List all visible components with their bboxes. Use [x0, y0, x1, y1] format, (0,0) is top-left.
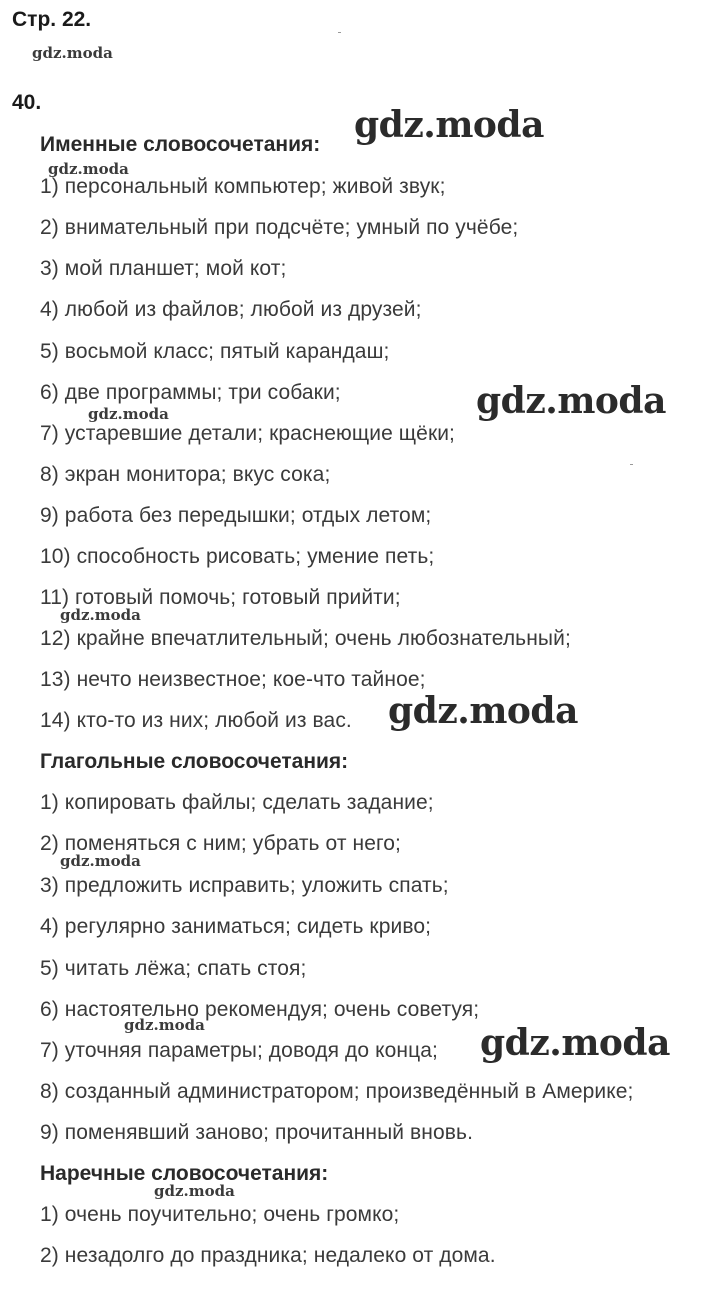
list-item: 7) уточняя параметры; доводя до конца; [40, 1039, 438, 1062]
watermark-small: gdz.moda [60, 606, 141, 624]
list-item: 6) две программы; три собаки; [40, 381, 341, 404]
list-item: 13) нечто неизвестное; кое-что тайное; [40, 668, 426, 691]
section-heading-verbal: Глагольные словосочетания: [40, 750, 349, 773]
list-item: 4) любой из файлов; любой из друзей; [40, 298, 422, 321]
list-item: 5) восьмой класс; пятый карандаш; [40, 340, 390, 363]
watermark-large: gdz.moda [480, 1022, 670, 1064]
list-item: 2) внимательный при подсчёте; умный по учёбе; [40, 216, 519, 239]
scan-speck [338, 32, 341, 33]
list-item: 9) поменявший заново; прочитанный вновь. [40, 1121, 474, 1144]
watermark-large: gdz.moda [354, 104, 544, 146]
list-item: 8) созданный администратором; произведённый в Америке; [40, 1080, 634, 1103]
list-item: 10) способность рисовать; умение петь; [40, 545, 435, 568]
watermark-large: gdz.moda [388, 690, 578, 732]
list-item: 8) экран монитора; вкус сока; [40, 463, 331, 486]
watermark-small: gdz.moda [32, 44, 113, 62]
watermark-large: gdz.moda [476, 380, 666, 422]
list-item: 6) настоятельно рекомендуя; очень советуя; [40, 998, 480, 1021]
page-label: Стр. 22. [12, 8, 92, 31]
section-heading-nominal: Именные словосочетания: [40, 133, 321, 156]
list-item: 3) мой планшет; мой кот; [40, 257, 287, 280]
list-item: 7) устаревшие детали; краснеющие щёки; [40, 422, 455, 445]
list-item: 11) готовый помочь; готовый прийти; [40, 586, 401, 609]
list-item: 2) незадолго до праздника; недалеко от дома. [40, 1244, 496, 1267]
watermark-small: gdz.moda [88, 405, 169, 423]
task-number: 40. [12, 91, 42, 114]
list-item: 9) работа без передышки; отдых летом; [40, 504, 432, 527]
list-item: 2) поменяться с ним; убрать от него; [40, 832, 401, 855]
scan-speck [630, 464, 633, 465]
list-item: 3) предложить исправить; уложить спать; [40, 874, 449, 897]
watermark-small: gdz.moda [154, 1182, 235, 1200]
watermark-small: gdz.moda [124, 1016, 205, 1034]
list-item: 1) персональный компьютер; живой звук; [40, 175, 446, 198]
list-item: 1) очень поучительно; очень громко; [40, 1203, 400, 1226]
list-item: 4) регулярно заниматься; сидеть криво; [40, 915, 432, 938]
watermark-small: gdz.moda [48, 160, 129, 178]
list-item: 5) читать лёжа; спать стоя; [40, 957, 307, 980]
list-item: 14) кто-то из них; любой из вас. [40, 709, 352, 732]
list-item: 12) крайне впечатлительный; очень любознательный; [40, 627, 571, 650]
list-item: 1) копировать файлы; сделать задание; [40, 791, 434, 814]
section-heading-adverbial: Наречные словосочетания: [40, 1162, 329, 1185]
watermark-small: gdz.moda [60, 852, 141, 870]
